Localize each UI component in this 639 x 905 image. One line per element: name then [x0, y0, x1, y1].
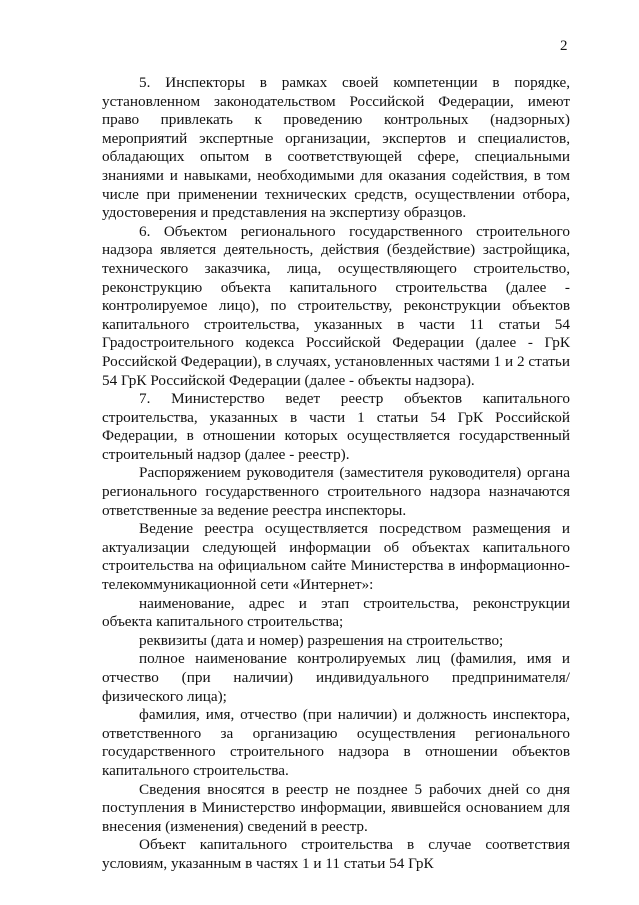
paragraph-inspectors-expertise: 5. Инспекторы в рамках своей компетенции в порядке, установленном законодательством Российской Федерации, имеют право привлекать к проведению контрольных (надзорных) мероприятий экспертные организации, экспертов и специалистов, обладающих опытом в соответствующей сфере, специальными знаниями и навыками, необходимыми для оказания содействия, в том числе при применении технических средств, осуществлении отбора, удостоверения и представления на экспертизу образцов. — [102, 74, 570, 222]
paragraph-object-conditions: Объект капитального строительства в случае соответствия условиям, указанным в частях 1 и 11 статьи 54 ГрК — [102, 836, 570, 872]
paragraph-registry-responsible: Распоряжением руководителя (заместителя руководителя) органа регионального государственного строительного надзора назначаются ответственные за ведение реестра инспекторы. — [102, 464, 570, 519]
paragraph-object-of-supervision: 6. Объектом регионального государственного строительного надзора является деятельность, действия (бездействие) застройщика, технического заказчика, лица, осуществляющего строительство, реконструкцию объекта капитального строительства (далее - контролируемое лицо), по строительству, реконструкции объектов капитального строительства, указанных в части 11 статьи 54 Градостроительного кодекса Российской Федерации (далее - ГрК Российской Федерации), в случаях, установленных частями 1 и 2 статьи 54 ГрК Российской Федерации (далее - объекты надзора). — [102, 222, 570, 389]
list-item-controlled-persons: полное наименование контролируемых лиц (фамилия, имя и отчество (при наличии) индивидуального предпринимателя/физического лица); — [102, 650, 570, 705]
page-number: 2 — [560, 38, 568, 54]
list-item-permit-details: реквизиты (дата и номер) разрешения на строительство; — [139, 631, 504, 649]
paragraph-registry-maintenance: Ведение реестра осуществляется посредством размещения и актуализации следующей информации об объектах капитального строительства на официальном сайте Министерства в информационно-телекоммуникационной сети «Интернет»: — [102, 520, 570, 594]
document-body — [102, 74, 570, 874]
paragraph-registry-deadline: Сведения вносятся в реестр не позднее 5 рабочих дней со дня поступления в Министерство информации, явившейся основанием для внесения (изменения) сведений в реестр. — [102, 780, 570, 835]
list-item-inspector: фамилия, имя, отчество (при наличии) и должность инспектора, ответственного за организацию осуществления регионального государственного строительного надзора в отношении объектов капитального строительства. — [102, 706, 570, 779]
list-item-name-address: наименование, адрес и этап строительства, реконструкции объекта капитального строительства; — [102, 594, 570, 631]
paragraph-ministry-registry: 7. Министерство ведет реестр объектов капитального строительства, указанных в части 1 статьи 54 ГрК Российской Федерации, в отношении которых осуществляется государственный строительный надзор (далее - реестр). — [102, 390, 570, 463]
